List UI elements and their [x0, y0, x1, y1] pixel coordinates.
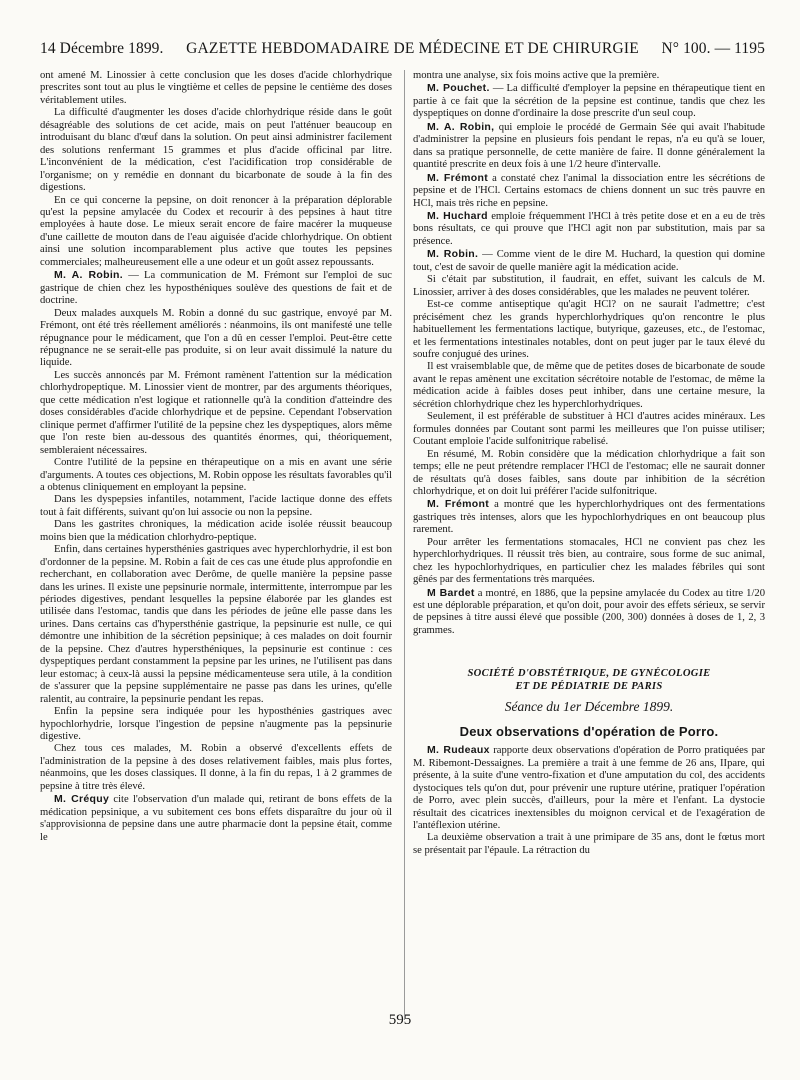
- header-date: 14 Décembre 1899.: [40, 40, 164, 57]
- paragraph: [413, 587, 765, 638]
- paragraph-text: Si c'était par substitution, il faudrait, en effet, suivant les calculs de M. Linossier, arriver à des doses considérables, que les malades ne peuvent tolérer.: [413, 274, 765, 298]
- paragraph-text: — La difficulté d'employer la pepsine en thérapeutique tient en partie à ce fait que la sécrétion de la pepsine est continue, tandis que chez les dyspeptiques on donne d'ordinaire la dose prescrite d'un seul coup.: [413, 83, 765, 120]
- header-issue-page: N° 100. — 1195: [661, 40, 765, 57]
- speaker-name: M. A. Robin.: [54, 269, 123, 282]
- left-column: [40, 70, 392, 844]
- paragraph: [40, 706, 392, 743]
- paragraph: [413, 248, 765, 274]
- paragraph-text: Chez tous ces malades, M. Robin a observé d'excellents effets de l'administration de la pepsine à des doses relativement faibles, mais plus fortes, néanmoins, que les doses classiques. Il donne, à la fin du repas, 1 à 2 grammes de pepsine à titre très élevé.: [40, 743, 392, 792]
- paragraph: [413, 361, 765, 411]
- page-number: 595: [388, 1012, 412, 1028]
- paragraph-text: emploie fréquemment l'HCl à très petite dose et en a eu de très bons résultats, ce qui prouve que l'HCl agit non par substitution, mais par sa présence.: [413, 210, 765, 247]
- paragraph: [413, 537, 765, 587]
- speaker-name: M Bardet: [427, 586, 475, 599]
- paragraph: [40, 544, 392, 706]
- paragraph: [413, 210, 765, 248]
- paragraph-text: La deuxième observation a trait à une primipare de 35 ans, dont le fœtus mort se présentait par l'épaule. La rétraction du: [413, 832, 765, 856]
- paragraph-text: Il est vraisemblable que, de même que de petites doses de bicarbonate de soude avant le repas amènent une excitation sécrétoire notable de l'estomac, de même la médication acide à faibles doses peut inhiber, dans une certaine mesure, la sécrétion chlorhydrique chez les hyperchlorhydriques.: [413, 361, 765, 410]
- paragraph-text: a constaté chez l'animal la dissociation entre les sécrétions de pepsine et de l'HCl. Certains estomacs de chiens donnent un suc très pauvre en HCl, mais très riche en pepsine.: [413, 172, 765, 209]
- speaker-name: M. Créquy: [54, 793, 110, 806]
- paragraph-text: Dans les gastrites chroniques, la médication acide isolée réussit beaucoup moins bien que la médication chlorhydro-peptique.: [40, 519, 392, 543]
- paragraph-text: Dans les dyspepsies infantiles, notamment, l'acide lactique donne des effets tout à fait différents, suivant qu'on lui associe ou non la pepsine.: [40, 494, 392, 518]
- paragraph: [413, 411, 765, 448]
- paragraph: [40, 308, 392, 370]
- paragraph: [413, 82, 765, 120]
- society-line-1: SOCIÉTÉ D'OBSTÉTRIQUE, DE GYNÉCOLOGIE: [467, 668, 711, 680]
- paragraph: [40, 107, 392, 194]
- session-date: Séance du 1er Décembre 1899.: [504, 699, 674, 715]
- paragraph-text: Pour arrêter les fermentations stomacales, HCl ne convient pas chez les hyperchlorhydriques. Il réussit très bien, au contraire, sous forme de suc animal, chez les hypochlorhydriques, en particulier chez les malades fébriles qui sont gênés par des fermentations très marquées.: [413, 536, 765, 586]
- paragraph: [40, 743, 392, 793]
- paragraph: [40, 494, 392, 519]
- paragraph: [40, 269, 392, 307]
- paragraph-text: Enfin, dans certaines hypersthénies gastriques avec hyperchlorhydrie, il est bon d'ordonner de la pepsine. M. Robin a fait de ces cas une étude plus approfondie en recherchant, en collaboration avec Derôme, de quelle manière la pepsine passe dans les urines. Il existe une pepsinurie normale, intermittente, interrompue par les périodes digestives, pendant lesquelles la pepsine élaborée par les glandes est utilisée dans l'estomac, tandis que dans les périodes de jeûne elle passe dans les urines. Dans certains cas d'hypersthénie gastrique, la pepsinurie est nulle, ce qui démontre une inhibition de la sécrétion pepsinique; à ces malades on doit fournir de la pepsine. Chez d'autres hypersthéniques, la pepsinurie est continue : ces dyspeptiques perdant constamment la pepsine par les urines, ne l'utilisent pas dans leur estomac; à ceux-là aussi la pepsine médicamenteuse sera utile, à la condition de s'assurer que la pepsine supplémentaire ne passe pas dans les urines, qu'elle ralentit, au contraire, la pepsinurie pendant les repas.: [40, 544, 392, 705]
- paragraph-text: En ce qui concerne la pepsine, on doit renoncer à la préparation déplorable qu'est la pepsine amylacée du Codex et recourir à des pepsines à haut titre employées à haute dose. Le mieux serait encore de faire macérer la muqueuse d'une caillette de mouton dans de l'eau aiguisée d'acide chlorhydrique. On obtient ainsi une solution incomparablement plus active que toutes les pepsines commerciales; malheureusement elle a une odeur et un goût assez repoussants.: [40, 194, 392, 268]
- paragraph: [40, 519, 392, 544]
- paragraph-text: Contre l'utilité de la pepsine en thérapeutique on a mis en avant une série d'arguments. A toutes ces objections, M. Robin oppose les résultats favorables qu'il a obtenus cliniquement en employant la pepsine.: [40, 457, 392, 493]
- paragraph-text: — La communication de M. Frémont sur l'emploi de suc gastrique de chien chez les hyposthéniques soulève des questions de fait et de doctrine.: [40, 270, 392, 307]
- paragraph: [413, 744, 765, 832]
- paragraph: [40, 793, 392, 844]
- speaker-name: M. A. Robin,: [427, 120, 495, 133]
- right-column-text: [413, 70, 765, 637]
- paragraph: [40, 195, 392, 270]
- paragraph: [40, 70, 392, 107]
- paragraph: [413, 299, 765, 361]
- paragraph-text: Les succès annoncés par M. Frémont ramènent l'attention sur la médication chlorhydropeptique. M. Linossier vient de montrer, par des arguments théoriques, que cette médication n'est logique et rationnelle qu'à la condition d'atteindre des doses considérables d'acide chlorhydrique et de pepsine. Cependant l'observation clinique permet d'affirmer l'utilité de la pepsine chez les dyspeptiques, alors même que l'on reste bien au-dessous des quantités énormes, qui, théoriquement, sembleraient nécessaires.: [40, 369, 392, 456]
- paragraph-text: montra une analyse, six fois moins active que la première.: [413, 70, 660, 81]
- paragraph: [413, 449, 765, 499]
- paragraph: [413, 172, 765, 210]
- paragraph: [413, 121, 765, 172]
- paragraph-text: a montré, en 1886, que la pepsine amylacée du Codex au titre 1/20 est une déplorable préparation, et qu'on doit, pour avoir des effets sérieux, se servir de pepsines à titre aussi élevé que possible (200, 300) données à doses de 1, 2, 3 grammes.: [413, 587, 766, 636]
- society-heading: [413, 667, 765, 693]
- society-line-2: ET DE PÉDIATRIE DE PARIS: [515, 681, 663, 693]
- header-journal-title: GAZETTE HEBDOMADAIRE DE MÉDECINE ET DE CHIRURGIE: [186, 40, 639, 57]
- speaker-name: M. Frémont: [427, 171, 489, 184]
- paragraph: [40, 370, 392, 457]
- speaker-name: M. Pouchet.: [427, 82, 490, 95]
- paragraph-text: rapporte deux observations d'opération de Porro pratiquées par M. Ribemont-Dessaignes. La première a trait à une femme de 26 ans, IIpare, qui présente, à la suite d'une ventro-fixation et d'une amputation du col, des accidents dystociques tels qu'on dut, pour prévenir une rupture utérine, pratiquer l'opération de Porro, avec plein succès, d'ailleurs, pour la mère et l'enfant. La dystocie résultait des cicatrices inextensibles du moignon cervical et de l'exagération de l'antéflexion utérine.: [413, 745, 765, 832]
- paragraph-text: Enfin la pepsine sera indiquée pour les hyposthénies gastriques avec hypochlorhydrie, lorsque l'ingestion de pepsine n'augmente pas la pepsinurie digestive.: [40, 706, 392, 743]
- right-column: [413, 70, 765, 857]
- article-title: Deux observations d'opération de Porro.: [459, 723, 719, 739]
- paragraph: [413, 274, 765, 299]
- paragraph: [413, 832, 765, 857]
- running-header: [40, 40, 765, 62]
- speaker-name: M. Huchard: [427, 209, 488, 222]
- paragraph-text: qui emploie le procédé de Germain Sée qui avait l'habitude d'administrer la pepsine en plusieurs fois pendant le repas, n'a eu qu'à se louer, dans sa pratique personnelle, de cette manière de faire. Il donne généralement la quantité prescrite en deux fois à une 1/2 heure d'intervalle.: [413, 121, 765, 171]
- article-text: [413, 744, 765, 857]
- paragraph: [40, 457, 392, 494]
- paragraph-text: ont amené M. Linossier à cette conclusion que les doses d'acide chlorhydrique prescrites sont tout au plus le vingtième et celles de pepsine le centième des doses véritablement utiles.: [40, 70, 392, 106]
- speaker-name: M. Frémont: [427, 498, 490, 511]
- column-rule: [404, 70, 405, 1020]
- paragraph: [413, 70, 765, 82]
- paragraph-text: En résumé, M. Robin considère que la médication chlorhydrique a fait son temps; elle ne peut prétendre remplacer l'HCl de l'estomac; elle ne saurait donner de résultats qu'à doses faibles, sans doute par inhibition de la sécrétion chlorhydrique, et on doit lui préférer l'acide sulfonitrique.: [413, 448, 765, 497]
- paragraph-text: Seulement, il est préférable de substituer à HCl d'autres acides minéraux. Les formules données par Coutant sont parmi les meilleures que l'on puisse utiliser; Coutant emploie l'acide sulfonitrique rabelisé.: [413, 411, 765, 448]
- paragraph-text: La difficulté d'augmenter les doses d'acide chlorhydrique réside dans le goût désagréable des solutions de cet acide, mais on peut l'atténuer beaucoup en introduisant du blanc d'œuf dans la solution. On peut ainsi administrer facilement des solutions renfermant 15 grammes et plus d'acide officinal par litre. L'inconvénient de la médication, c'est l'acidification trop considérable de l'organisme; on y remédie en donnant du bicarbonate de soude à la fin des digestions.: [40, 107, 392, 194]
- paragraph: [413, 498, 765, 536]
- paragraph-text: — Comme vient de le dire M. Huchard, la question qui domine tout, c'est de savoir de quelle manière agit la médication acide.: [413, 249, 765, 273]
- paragraph-text: Est-ce comme antiseptique qu'agit HCl? on ne saurait l'admettre; c'est précisément chez les grands hyperchlorhydriques qu'on rencontre le plus habituellement les fermentations lactique, butyrique, gazeuses, etc., de l'estomac, et les fermentations intestinales notables, dont on peut juger par le taux élevé du soufre conjugué des urines.: [413, 299, 765, 360]
- paragraph-text: cite l'observation d'un malade qui, retirant de bons effets de la médication pepsinique, a vu subitement ces bons effets disparaître du jour où il s'approvisionna de pepsine dans une autre pharmacie dont la pepsine était, comme le: [40, 794, 392, 843]
- paragraph-text: Deux malades auxquels M. Robin a donné du suc gastrique, envoyé par M. Frémont, ont été très réellement améliorés : néanmoins, ils ont manifesté une telle répugnance pour le médicament, que l'on a dû en cesser l'emploi. Peut-être cette répugnance ne se serait-elle pas produite, si on leur avait dissimulé la nature du liquide.: [40, 307, 392, 369]
- speaker-name: M. Robin.: [427, 248, 479, 261]
- speaker-name: M. Rudeaux: [427, 744, 490, 757]
- paragraph-text: a montré que les hyperchlorhydriques ont des fermentations gastriques très intenses, alors que les hypochlorhydriques en ont beaucoup plus rarement.: [413, 499, 765, 536]
